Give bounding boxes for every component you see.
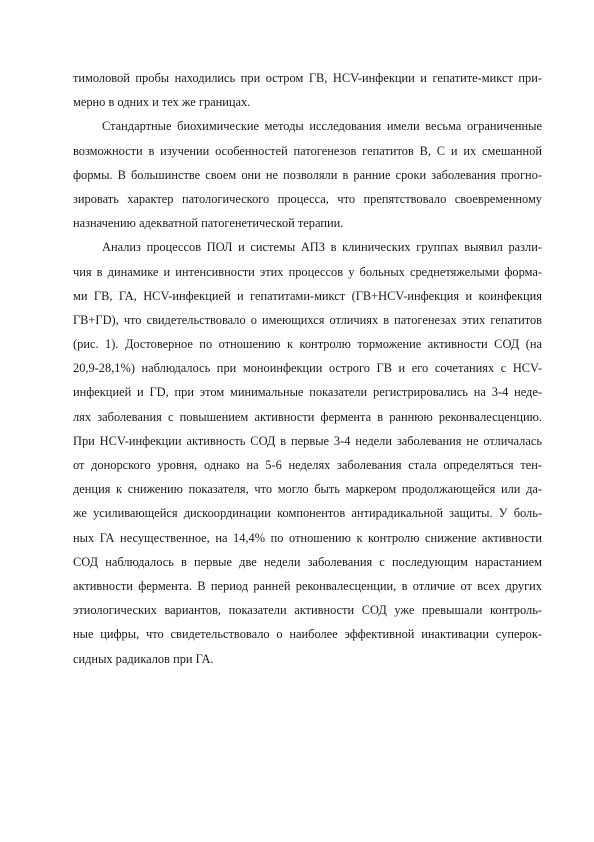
text-line: зировать характер патологического процесса, что препятствовало своевременному bbox=[73, 191, 542, 206]
text-line: формы. В большинстве своем они не позволяли в ранние сроки заболевания прогно- bbox=[73, 167, 542, 182]
text-line: Стандартные биохимические методы исследования имели весьма ограниченные bbox=[102, 119, 542, 134]
text-line: При HCV-инфекции активность СОД в первые 3-4 недели заболевания не отличалась bbox=[73, 433, 542, 448]
text-line: ных ГА несущественное, на 14,4% по отношению к контролю снижение активности bbox=[73, 530, 542, 545]
text-line: ми ГВ, ГА, HCV-инфекцией и гепатитами-микст (ГВ+HCV-инфекция и коинфекция bbox=[73, 288, 542, 303]
paragraph bbox=[73, 66, 542, 114]
text-line: от донорского уровня, однако на 5-6 неделях заболевания стала определяться тен- bbox=[73, 458, 542, 472]
text-line: чия в динамике и интенсивности этих процессов у больных среднетяжелыми форма- bbox=[73, 264, 542, 279]
text-line: СОД наблюдалось в первые две недели заболевания с последующим нарастанием bbox=[73, 554, 542, 569]
paragraph bbox=[73, 235, 542, 670]
text-line: назначению адекватной патогенетической терапии. bbox=[73, 216, 344, 231]
text-line: 20,9-28,1%) наблюдалось при моноинфекции острого ГВ и его сочетаниях с HCV- bbox=[73, 361, 542, 376]
text-line: сидных радикалов при ГА. bbox=[73, 651, 214, 666]
text-line: этиологических вариантов, показатели активности СОД уже превышали контроль- bbox=[73, 603, 542, 618]
text-line: Анализ процессов ПОЛ и системы АПЗ в клинических группах выявил разли- bbox=[102, 240, 542, 255]
text-line: ГВ+ГD), что свидетельствовало о имеющихся отличиях в патогенезах этих гепатитов bbox=[73, 312, 542, 327]
text-line: же усиливающейся дискоординации компонентов антирадикальной защиты. У боль- bbox=[73, 506, 542, 521]
text-line: инфекцией и ГD, при этом минимальные показатели регистрировались на 3-4 неде- bbox=[73, 385, 542, 400]
text-line: денция к снижению показателя, что могло быть маркером продолжающейся или да- bbox=[73, 482, 542, 497]
text-line: лях заболевания с повышением активности фермента в раннюю реконвалесценцию. bbox=[73, 409, 542, 424]
paragraph bbox=[73, 114, 542, 235]
text-line: возможности в изучении особенностей патогенезов гепатитов В, С и их смешанной bbox=[73, 143, 542, 158]
text-line: активности фермента. В период ранней реконвалесценции, в отличие от всех других bbox=[73, 578, 542, 593]
text-line: ные цифры, что свидетельствовало о наиболее эффективной инактивации суперок- bbox=[73, 627, 542, 642]
text-line: (рис. 1). Достоверное по отношению к контролю торможение активности СОД (на bbox=[73, 337, 542, 352]
text-line: тимоловой пробы находились при остром ГВ, HCV-инфекции и гепатите-микст при- bbox=[73, 71, 542, 85]
body-text bbox=[73, 66, 542, 671]
text-line: мерно в одних и тех же границах. bbox=[73, 95, 251, 110]
